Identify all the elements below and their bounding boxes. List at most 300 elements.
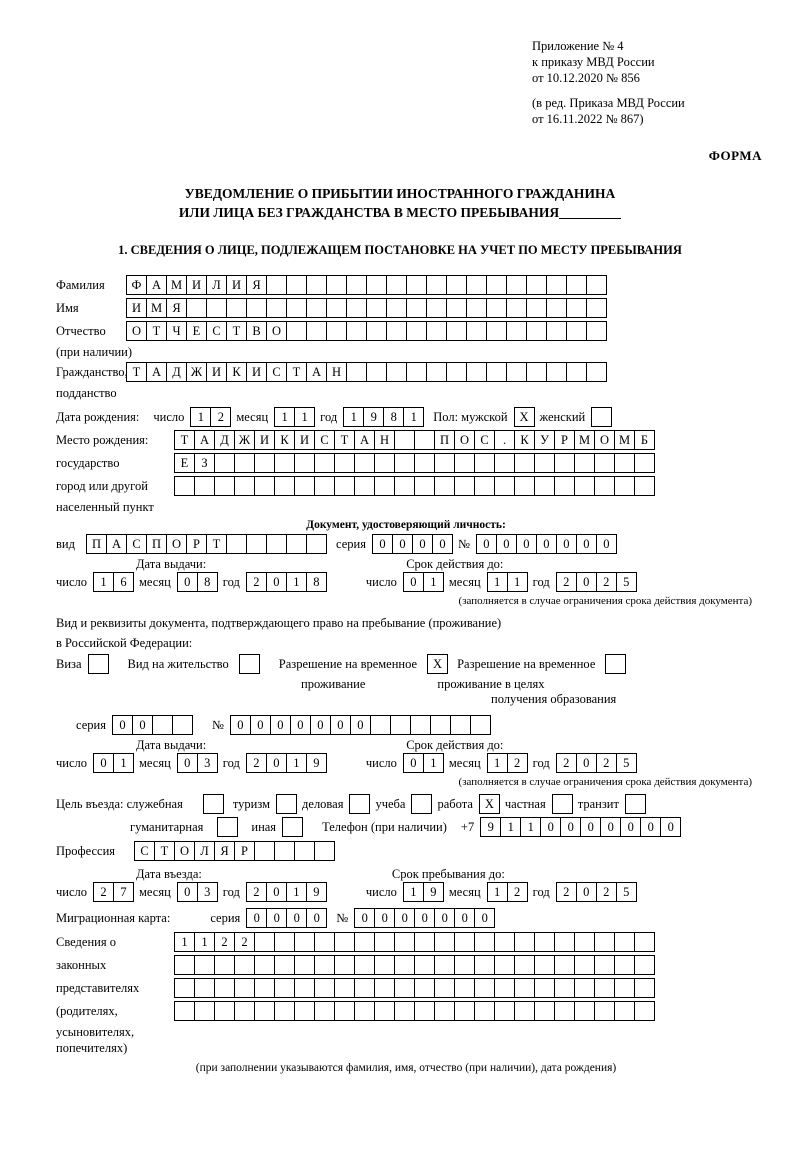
form-cell[interactable]: П	[434, 430, 455, 450]
form-cell[interactable]	[554, 955, 575, 975]
form-cell[interactable]	[634, 932, 655, 952]
form-cell[interactable]: 2	[507, 882, 528, 902]
form-cell[interactable]	[88, 654, 109, 674]
form-cell[interactable]	[591, 407, 612, 427]
form-cell[interactable]: И	[186, 275, 207, 295]
form-cell[interactable]	[546, 321, 567, 341]
form-cell[interactable]	[406, 298, 427, 318]
form-cell[interactable]	[314, 932, 335, 952]
form-cell[interactable]	[514, 932, 535, 952]
form-cell[interactable]	[434, 453, 455, 473]
form-cell[interactable]: 0	[392, 534, 413, 554]
form-cell[interactable]: С	[206, 321, 227, 341]
form-cell[interactable]: 0	[266, 882, 287, 902]
form-cell[interactable]	[454, 1001, 475, 1021]
form-cell[interactable]	[486, 275, 507, 295]
form-cell[interactable]: 0	[540, 817, 561, 837]
form-cell[interactable]	[226, 534, 247, 554]
form-cell[interactable]	[486, 298, 507, 318]
form-cell[interactable]: 1	[194, 932, 215, 952]
form-cell[interactable]	[446, 275, 467, 295]
form-cell[interactable]	[474, 1001, 495, 1021]
form-cell[interactable]: 0	[576, 572, 597, 592]
form-cell[interactable]: Т	[206, 534, 227, 554]
form-cell[interactable]: 8	[306, 572, 327, 592]
surname-cells[interactable]	[126, 275, 606, 295]
form-cell[interactable]: С	[474, 430, 495, 450]
form-cell[interactable]	[494, 978, 515, 998]
stay-number-cells[interactable]	[230, 715, 490, 735]
purpose-study-checkbox[interactable]	[411, 794, 431, 814]
stay-until-month-cells[interactable]	[487, 882, 527, 902]
form-cell[interactable]	[552, 794, 573, 814]
form-cell[interactable]: 2	[234, 932, 255, 952]
stay-issue-year-cells[interactable]	[246, 753, 326, 773]
form-cell[interactable]: 0	[596, 534, 617, 554]
entry-day-cells[interactable]	[93, 882, 133, 902]
form-cell[interactable]	[514, 453, 535, 473]
form-cell[interactable]	[274, 841, 295, 861]
form-cell[interactable]: 5	[616, 753, 637, 773]
form-cell[interactable]	[374, 476, 395, 496]
form-cell[interactable]	[334, 955, 355, 975]
doc-valid-year-cells[interactable]	[556, 572, 636, 592]
form-cell[interactable]	[390, 715, 411, 735]
form-cell[interactable]: С	[134, 841, 155, 861]
profession-cells[interactable]	[134, 841, 334, 861]
form-cell[interactable]: 0	[112, 715, 133, 735]
form-cell[interactable]: А	[106, 534, 127, 554]
form-cell[interactable]	[586, 321, 607, 341]
form-cell[interactable]	[566, 298, 587, 318]
birth-month-cells[interactable]	[274, 407, 314, 427]
form-cell[interactable]	[194, 955, 215, 975]
form-cell[interactable]: 0	[290, 715, 311, 735]
form-cell[interactable]	[334, 453, 355, 473]
form-cell[interactable]: 2	[246, 882, 267, 902]
form-cell[interactable]: 2	[210, 407, 231, 427]
form-cell[interactable]: 1	[286, 882, 307, 902]
mig-number-cells[interactable]	[354, 908, 494, 928]
purpose-business-checkbox[interactable]	[349, 794, 369, 814]
form-cell[interactable]: Е	[186, 321, 207, 341]
form-cell[interactable]	[454, 453, 475, 473]
form-cell[interactable]	[294, 1001, 315, 1021]
form-cell[interactable]	[594, 978, 615, 998]
form-cell[interactable]: 0	[310, 715, 331, 735]
form-cell[interactable]	[214, 476, 235, 496]
doc-issue-year-cells[interactable]	[246, 572, 326, 592]
form-cell[interactable]	[454, 932, 475, 952]
purpose-humanitarian-checkbox[interactable]	[217, 817, 237, 837]
form-cell[interactable]	[314, 955, 335, 975]
form-cell[interactable]	[614, 955, 635, 975]
form-cell[interactable]	[514, 978, 535, 998]
form-cell[interactable]: О	[126, 321, 147, 341]
form-cell[interactable]: 9	[363, 407, 384, 427]
form-cell[interactable]	[414, 932, 435, 952]
form-cell[interactable]	[526, 362, 547, 382]
form-cell[interactable]	[214, 955, 235, 975]
form-cell[interactable]: П	[146, 534, 167, 554]
form-cell[interactable]	[152, 715, 173, 735]
birth-day-cells[interactable]	[190, 407, 230, 427]
form-cell[interactable]	[486, 321, 507, 341]
form-cell[interactable]: А	[194, 430, 215, 450]
legal-reps-cells-row2[interactable]	[174, 955, 654, 975]
form-cell[interactable]: 1	[286, 572, 307, 592]
form-cell[interactable]: X	[514, 407, 535, 427]
form-cell[interactable]	[474, 955, 495, 975]
form-cell[interactable]	[326, 275, 347, 295]
edu-residence-checkbox[interactable]	[605, 654, 625, 674]
form-cell[interactable]	[326, 298, 347, 318]
form-cell[interactable]	[266, 298, 287, 318]
form-cell[interactable]	[194, 1001, 215, 1021]
form-cell[interactable]: Я	[214, 841, 235, 861]
form-cell[interactable]	[586, 275, 607, 295]
form-cell[interactable]	[394, 932, 415, 952]
form-cell[interactable]: 0	[93, 753, 114, 773]
entry-month-cells[interactable]	[177, 882, 217, 902]
form-cell[interactable]	[546, 275, 567, 295]
form-cell[interactable]: 0	[266, 908, 287, 928]
form-cell[interactable]	[434, 476, 455, 496]
form-cell[interactable]	[434, 955, 455, 975]
form-cell[interactable]	[506, 362, 527, 382]
form-cell[interactable]	[346, 321, 367, 341]
purpose-transit-checkbox[interactable]	[625, 794, 645, 814]
temp-residence-checkbox[interactable]	[427, 654, 447, 674]
form-cell[interactable]: 9	[306, 882, 327, 902]
form-cell[interactable]	[374, 932, 395, 952]
form-cell[interactable]	[214, 1001, 235, 1021]
form-cell[interactable]	[254, 453, 275, 473]
birth-place-cells-row2[interactable]	[174, 453, 654, 473]
form-cell[interactable]: Я	[246, 275, 267, 295]
form-cell[interactable]	[454, 955, 475, 975]
form-cell[interactable]	[194, 476, 215, 496]
form-cell[interactable]	[454, 978, 475, 998]
form-cell[interactable]	[386, 275, 407, 295]
form-cell[interactable]: 2	[246, 572, 267, 592]
legal-reps-cells-row4[interactable]	[174, 1001, 654, 1021]
form-cell[interactable]	[546, 362, 567, 382]
form-cell[interactable]: Д	[214, 430, 235, 450]
form-cell[interactable]	[534, 453, 555, 473]
form-cell[interactable]	[534, 932, 555, 952]
stay-valid-year-cells[interactable]	[556, 753, 636, 773]
form-cell[interactable]	[334, 932, 355, 952]
form-cell[interactable]	[426, 321, 447, 341]
form-cell[interactable]	[354, 932, 375, 952]
form-cell[interactable]: 1	[487, 882, 508, 902]
form-cell[interactable]: 9	[480, 817, 501, 837]
form-cell[interactable]	[306, 321, 327, 341]
form-cell[interactable]	[446, 362, 467, 382]
form-cell[interactable]: 0	[576, 534, 597, 554]
form-cell[interactable]: 9	[423, 882, 444, 902]
doc-valid-day-cells[interactable]	[403, 572, 443, 592]
form-cell[interactable]	[174, 978, 195, 998]
form-cell[interactable]: П	[86, 534, 107, 554]
form-cell[interactable]	[366, 275, 387, 295]
form-cell[interactable]	[574, 978, 595, 998]
form-cell[interactable]: 8	[197, 572, 218, 592]
form-cell[interactable]: Т	[286, 362, 307, 382]
form-cell[interactable]	[554, 932, 575, 952]
form-cell[interactable]: А	[146, 362, 167, 382]
form-cell[interactable]	[354, 476, 375, 496]
form-cell[interactable]	[554, 978, 575, 998]
form-cell[interactable]	[474, 932, 495, 952]
form-cell[interactable]	[174, 476, 195, 496]
form-cell[interactable]: Р	[554, 430, 575, 450]
form-cell[interactable]	[374, 955, 395, 975]
form-cell[interactable]: 0	[403, 572, 424, 592]
form-cell[interactable]	[234, 1001, 255, 1021]
form-cell[interactable]	[534, 978, 555, 998]
stay-valid-month-cells[interactable]	[487, 753, 527, 773]
form-cell[interactable]	[446, 321, 467, 341]
form-cell[interactable]: 0	[132, 715, 153, 735]
form-cell[interactable]: 2	[596, 882, 617, 902]
form-cell[interactable]	[254, 841, 275, 861]
birth-place-cells-row3[interactable]	[174, 476, 654, 496]
form-cell[interactable]	[370, 715, 391, 735]
form-cell[interactable]	[466, 362, 487, 382]
form-cell[interactable]	[574, 955, 595, 975]
form-cell[interactable]	[574, 476, 595, 496]
form-cell[interactable]	[586, 298, 607, 318]
form-cell[interactable]: К	[514, 430, 535, 450]
form-cell[interactable]: С	[266, 362, 287, 382]
doc-issue-day-cells[interactable]	[93, 572, 133, 592]
form-cell[interactable]	[334, 1001, 355, 1021]
stay-until-day-cells[interactable]	[403, 882, 443, 902]
form-cell[interactable]: 5	[616, 882, 637, 902]
form-cell[interactable]: 2	[556, 753, 577, 773]
form-cell[interactable]: И	[226, 275, 247, 295]
purpose-official-checkbox[interactable]	[203, 794, 223, 814]
form-cell[interactable]: З	[194, 453, 215, 473]
form-cell[interactable]	[349, 794, 370, 814]
form-cell[interactable]	[614, 978, 635, 998]
form-cell[interactable]	[274, 955, 295, 975]
form-cell[interactable]	[625, 794, 646, 814]
form-cell[interactable]	[286, 534, 307, 554]
form-cell[interactable]	[466, 298, 487, 318]
form-cell[interactable]	[594, 476, 615, 496]
patronymic-cells[interactable]	[126, 321, 606, 341]
form-cell[interactable]: 0	[640, 817, 661, 837]
form-cell[interactable]	[434, 1001, 455, 1021]
sex-male-checkbox[interactable]	[514, 407, 534, 427]
form-cell[interactable]: А	[354, 430, 375, 450]
form-cell[interactable]: О	[174, 841, 195, 861]
form-cell[interactable]	[266, 275, 287, 295]
form-cell[interactable]	[430, 715, 451, 735]
form-cell[interactable]: Т	[146, 321, 167, 341]
form-cell[interactable]	[276, 794, 297, 814]
form-cell[interactable]: И	[206, 362, 227, 382]
doc-valid-month-cells[interactable]	[487, 572, 527, 592]
form-cell[interactable]: О	[166, 534, 187, 554]
form-cell[interactable]	[394, 453, 415, 473]
form-cell[interactable]	[494, 476, 515, 496]
form-cell[interactable]	[172, 715, 193, 735]
form-cell[interactable]	[534, 476, 555, 496]
form-cell[interactable]	[206, 298, 227, 318]
form-cell[interactable]: Л	[194, 841, 215, 861]
form-cell[interactable]	[546, 298, 567, 318]
form-cell[interactable]	[414, 476, 435, 496]
form-cell[interactable]: 2	[556, 572, 577, 592]
form-cell[interactable]	[526, 275, 547, 295]
form-cell[interactable]	[314, 1001, 335, 1021]
form-cell[interactable]: 1	[423, 753, 444, 773]
form-cell[interactable]	[526, 321, 547, 341]
birth-place-cells-row1[interactable]	[174, 430, 654, 450]
doc-series-cells[interactable]	[372, 534, 452, 554]
form-cell[interactable]	[239, 654, 260, 674]
form-cell[interactable]	[406, 362, 427, 382]
form-cell[interactable]	[514, 476, 535, 496]
form-cell[interactable]	[254, 978, 275, 998]
form-cell[interactable]: М	[614, 430, 635, 450]
form-cell[interactable]: У	[534, 430, 555, 450]
form-cell[interactable]: 0	[412, 534, 433, 554]
form-cell[interactable]	[514, 955, 535, 975]
form-cell[interactable]: 1	[487, 572, 508, 592]
form-cell[interactable]: 5	[616, 572, 637, 592]
stay-issue-day-cells[interactable]	[93, 753, 133, 773]
form-cell[interactable]: 1	[274, 407, 295, 427]
form-cell[interactable]	[254, 1001, 275, 1021]
form-cell[interactable]: 0	[372, 534, 393, 554]
form-cell[interactable]	[406, 321, 427, 341]
stay-series-cells[interactable]	[112, 715, 192, 735]
phone-cells[interactable]	[480, 817, 680, 837]
form-cell[interactable]	[634, 476, 655, 496]
form-cell[interactable]: 0	[266, 753, 287, 773]
form-cell[interactable]	[446, 298, 467, 318]
form-cell[interactable]: 2	[507, 753, 528, 773]
form-cell[interactable]	[506, 275, 527, 295]
form-cell[interactable]: В	[246, 321, 267, 341]
form-cell[interactable]: М	[146, 298, 167, 318]
form-cell[interactable]	[314, 841, 335, 861]
form-cell[interactable]	[634, 955, 655, 975]
form-cell[interactable]: Р	[234, 841, 255, 861]
legal-reps-cells-row1[interactable]	[174, 932, 654, 952]
form-cell[interactable]: Ч	[166, 321, 187, 341]
form-cell[interactable]: 1	[343, 407, 364, 427]
form-cell[interactable]: 0	[536, 534, 557, 554]
form-cell[interactable]	[574, 453, 595, 473]
form-cell[interactable]: 6	[113, 572, 134, 592]
form-cell[interactable]	[614, 1001, 635, 1021]
doc-number-cells[interactable]	[476, 534, 616, 554]
form-cell[interactable]	[246, 534, 267, 554]
form-cell[interactable]	[574, 1001, 595, 1021]
form-cell[interactable]	[554, 476, 575, 496]
purpose-private-checkbox[interactable]	[552, 794, 572, 814]
form-cell[interactable]	[294, 932, 315, 952]
form-cell[interactable]	[434, 978, 455, 998]
form-cell[interactable]	[234, 476, 255, 496]
form-cell[interactable]: И	[254, 430, 275, 450]
form-cell[interactable]: К	[226, 362, 247, 382]
form-cell[interactable]	[254, 932, 275, 952]
form-cell[interactable]: Д	[166, 362, 187, 382]
form-cell[interactable]	[306, 534, 327, 554]
form-cell[interactable]: Я	[166, 298, 187, 318]
stay-until-year-cells[interactable]	[556, 882, 636, 902]
form-cell[interactable]: 0	[177, 753, 198, 773]
form-cell[interactable]	[234, 453, 255, 473]
form-cell[interactable]	[466, 275, 487, 295]
form-cell[interactable]	[406, 275, 427, 295]
form-cell[interactable]	[346, 362, 367, 382]
form-cell[interactable]: 0	[560, 817, 581, 837]
form-cell[interactable]: 0	[660, 817, 681, 837]
form-cell[interactable]	[354, 1001, 375, 1021]
form-cell[interactable]	[366, 298, 387, 318]
form-cell[interactable]	[234, 955, 255, 975]
birth-year-cells[interactable]	[343, 407, 423, 427]
form-cell[interactable]: 0	[434, 908, 455, 928]
form-cell[interactable]	[374, 453, 395, 473]
form-cell[interactable]: 8	[383, 407, 404, 427]
form-cell[interactable]: 1	[507, 572, 528, 592]
form-cell[interactable]: X	[427, 654, 448, 674]
sex-female-checkbox[interactable]	[591, 407, 611, 427]
form-cell[interactable]	[614, 453, 635, 473]
form-cell[interactable]	[566, 321, 587, 341]
doc-issue-month-cells[interactable]	[177, 572, 217, 592]
form-cell[interactable]	[214, 978, 235, 998]
form-cell[interactable]	[226, 298, 247, 318]
form-cell[interactable]: .	[494, 430, 515, 450]
form-cell[interactable]	[394, 430, 415, 450]
form-cell[interactable]	[574, 932, 595, 952]
form-cell[interactable]: 2	[556, 882, 577, 902]
form-cell[interactable]	[394, 476, 415, 496]
form-cell[interactable]	[410, 715, 431, 735]
form-cell[interactable]: 2	[246, 753, 267, 773]
form-cell[interactable]	[274, 476, 295, 496]
form-cell[interactable]: X	[479, 794, 500, 814]
form-cell[interactable]: 0	[454, 908, 475, 928]
form-cell[interactable]: Т	[334, 430, 355, 450]
form-cell[interactable]: И	[126, 298, 147, 318]
form-cell[interactable]	[614, 476, 635, 496]
form-cell[interactable]	[294, 476, 315, 496]
form-cell[interactable]	[411, 794, 432, 814]
form-cell[interactable]: 0	[306, 908, 327, 928]
form-cell[interactable]	[366, 321, 387, 341]
form-cell[interactable]: 0	[177, 572, 198, 592]
form-cell[interactable]: 0	[620, 817, 641, 837]
form-cell[interactable]	[494, 932, 515, 952]
form-cell[interactable]	[494, 1001, 515, 1021]
form-cell[interactable]: 0	[250, 715, 271, 735]
form-cell[interactable]: 1	[500, 817, 521, 837]
form-cell[interactable]	[554, 453, 575, 473]
purpose-work-checkbox[interactable]	[479, 794, 499, 814]
form-cell[interactable]	[594, 1001, 615, 1021]
